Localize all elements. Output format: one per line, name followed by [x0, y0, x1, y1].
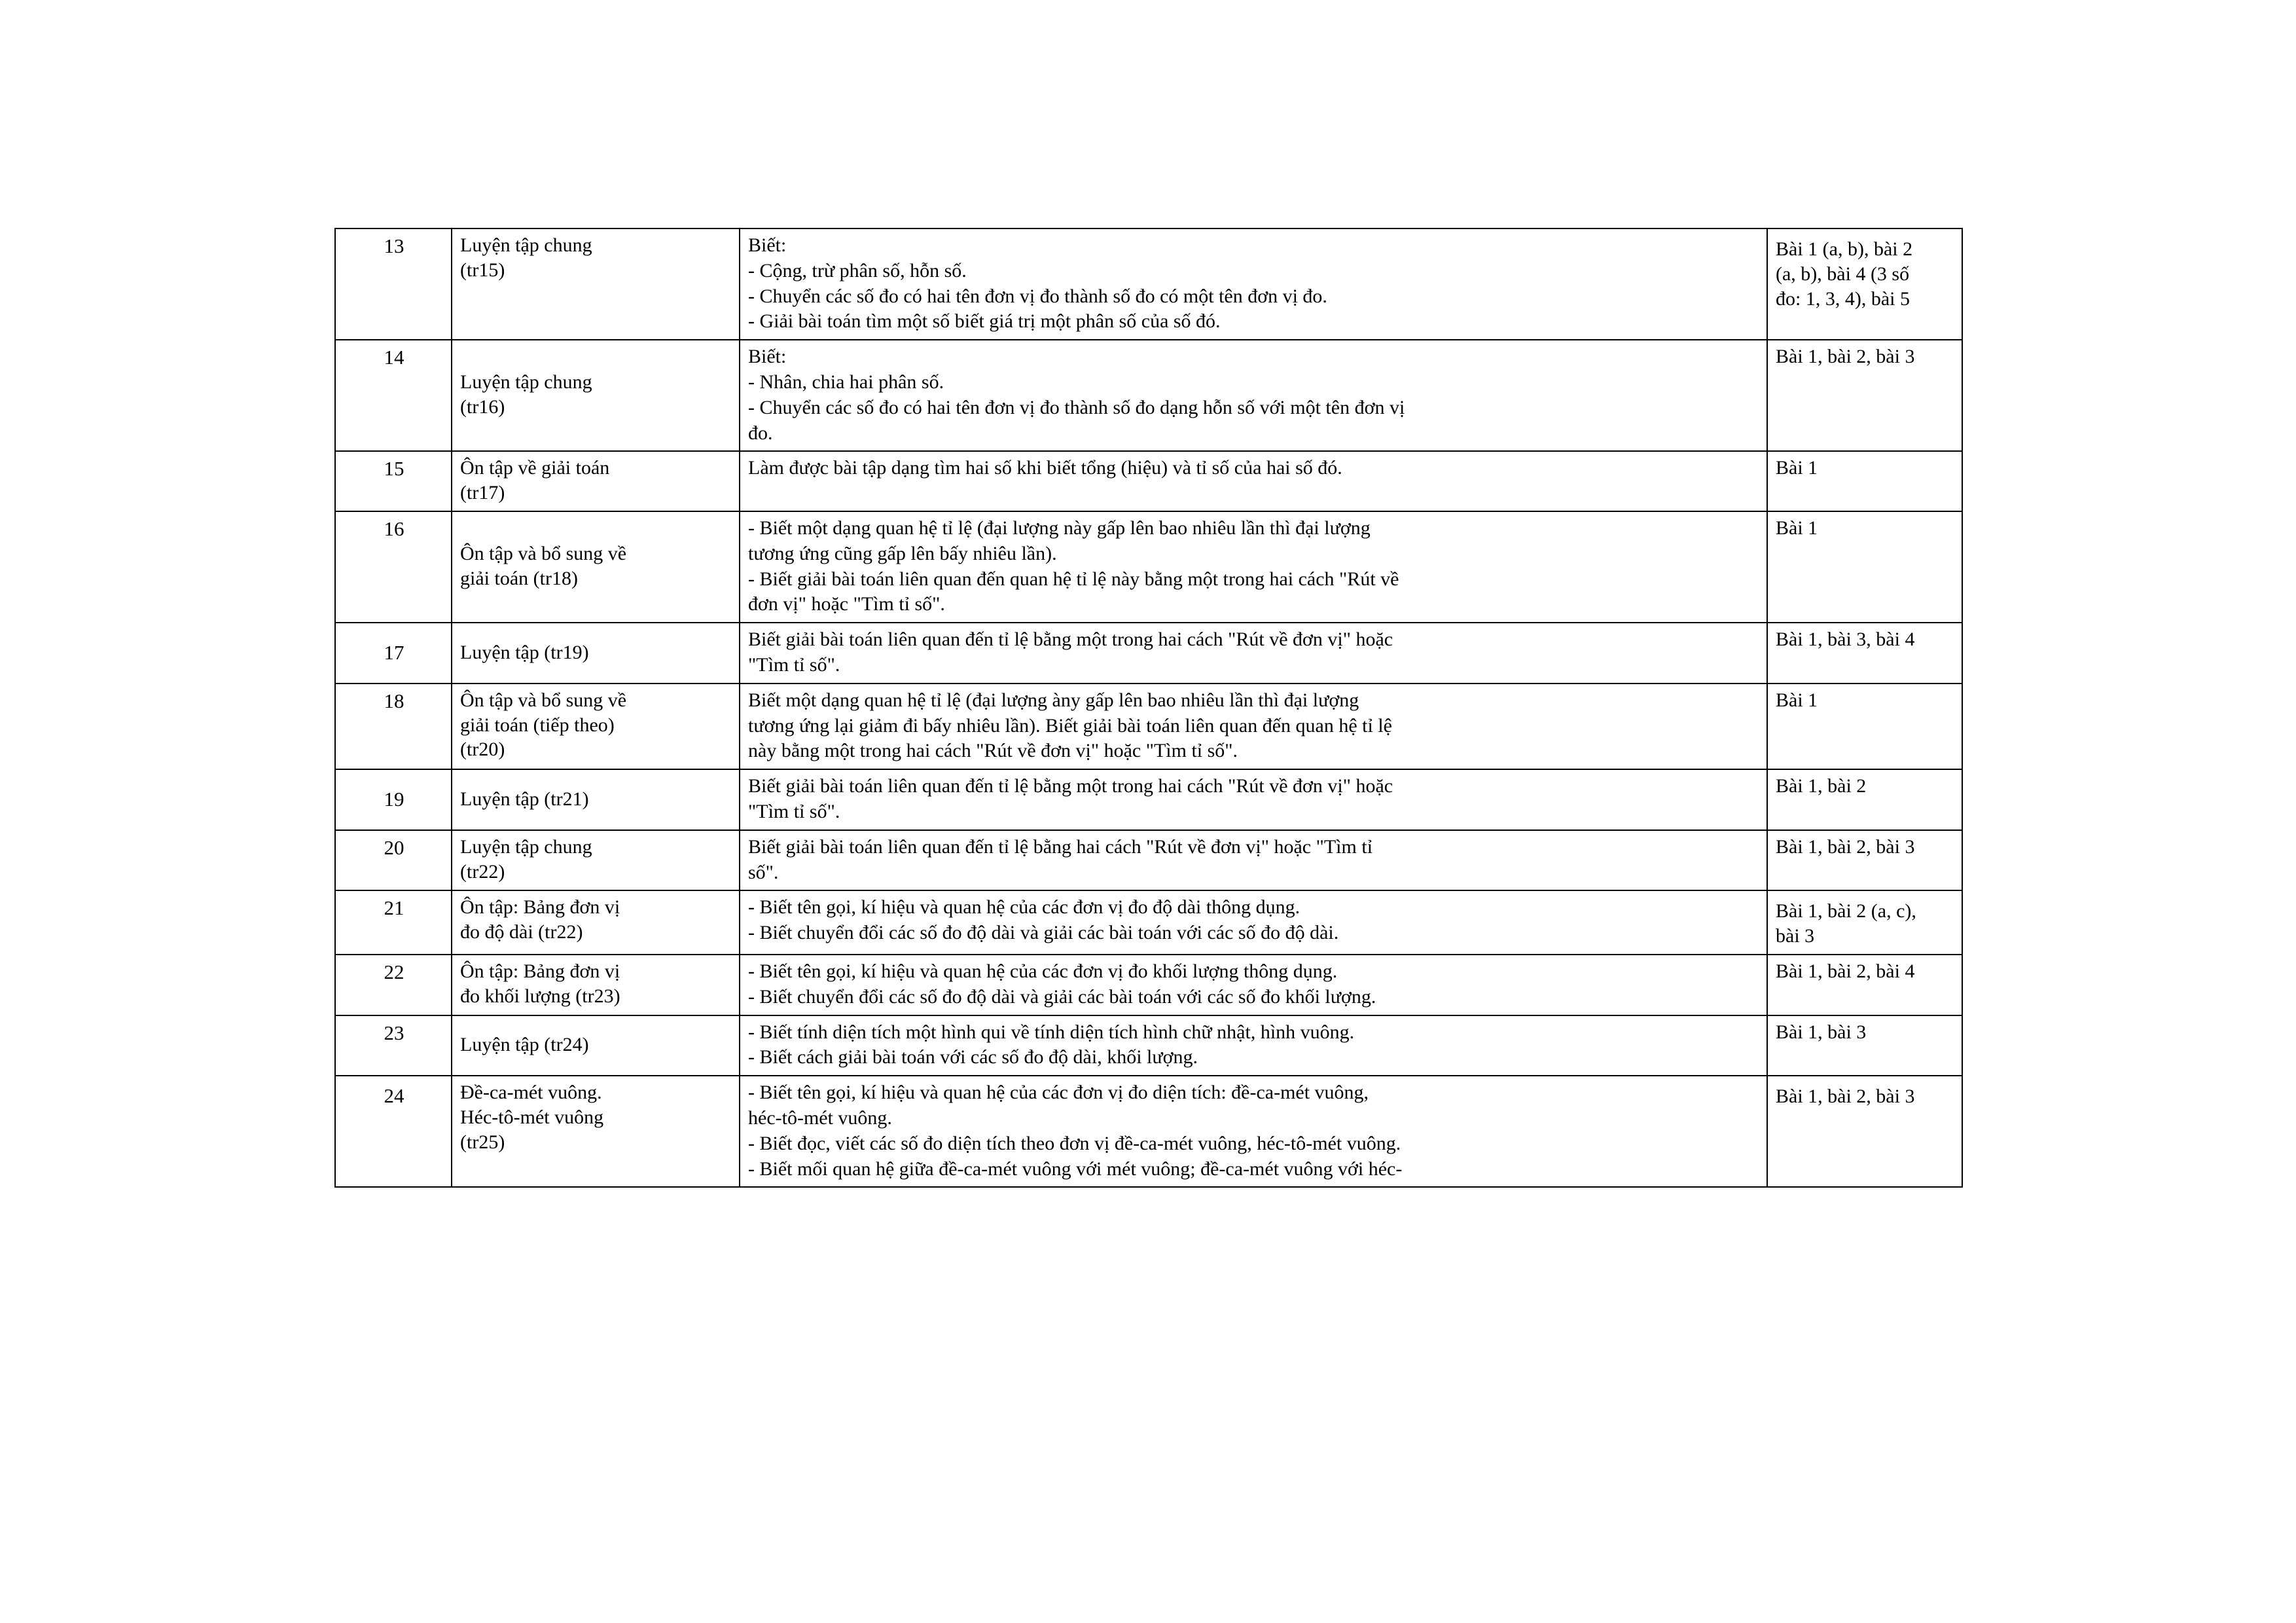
requirement-line: "Tìm tỉ số". — [748, 800, 840, 822]
requirement-line: - Biết cách giải bài toán với các số đo độ dài, khối lượng. — [748, 1046, 1198, 1068]
lesson-title-line: Đề-ca-mét vuông. — [460, 1082, 602, 1104]
lesson-number: 22 — [384, 960, 404, 983]
lesson-exercises-cell — [1767, 1076, 1962, 1187]
lesson-title-cell — [452, 228, 740, 340]
table-row — [335, 451, 1962, 511]
table-row — [335, 830, 1962, 891]
lesson-number-cell — [335, 769, 452, 830]
lesson-number-cell — [335, 890, 452, 955]
lesson-exercises-cell — [1767, 890, 1962, 955]
lesson-title-line: (tr22) — [460, 860, 505, 883]
requirement-line: số". — [748, 861, 779, 883]
lesson-title-cell — [452, 340, 740, 451]
lesson-title-line: (tr16) — [460, 396, 505, 418]
requirement-line: héc-tô-mét vuông. — [748, 1106, 892, 1129]
lesson-title-cell — [452, 451, 740, 511]
requirement-line: tương ứng cũng gấp lên bấy nhiêu lần). — [748, 542, 1057, 564]
exercise-line: đo: 1, 3, 4), bài 5 — [1776, 287, 1910, 310]
lesson-title-line: đo khối lượng (tr23) — [460, 985, 620, 1007]
table-row — [335, 684, 1962, 769]
lesson-requirements-cell — [740, 340, 1767, 451]
requirement-line: này bằng một trong hai cách "Rút về đơn vị" hoặc "Tìm tỉ số". — [748, 740, 1238, 762]
lesson-number: 13 — [384, 234, 404, 257]
table-row — [335, 1076, 1962, 1187]
lesson-number-cell — [335, 623, 452, 684]
table-row — [335, 228, 1962, 340]
table-row — [335, 1015, 1962, 1076]
lesson-exercises-cell — [1767, 451, 1962, 511]
exercise-line: Bài 1, bài 2 (a, c), — [1776, 900, 1916, 922]
lesson-number: 21 — [384, 896, 404, 920]
lesson-exercises-cell — [1767, 684, 1962, 769]
lesson-title-line: Héc-tô-mét vuông — [460, 1106, 604, 1128]
requirement-line: - Chuyển các số đo có hai tên đơn vị đo thành số đo có một tên đơn vị đo. — [748, 285, 1327, 307]
lesson-title-line: Ôn tập và bổ sung về — [460, 689, 627, 711]
lesson-exercises-cell — [1767, 955, 1962, 1015]
lesson-requirements-cell — [740, 955, 1767, 1015]
lesson-requirements-cell — [740, 769, 1767, 830]
table-row — [335, 769, 1962, 830]
requirement-line: - Biết chuyển đổi các số đo độ dài và giải các bài toán với các số đo độ dài. — [748, 922, 1339, 944]
lesson-exercises-cell — [1767, 340, 1962, 451]
lesson-title-cell — [452, 830, 740, 891]
lesson-number-cell — [335, 1015, 452, 1076]
requirement-line: - Biết chuyển đổi các số đo độ dài và giải các bài toán với các số đo khối lượng. — [748, 985, 1376, 1008]
requirement-line: - Biết tên gọi, kí hiệu và quan hệ của các đơn vị đo diện tích: đề-ca-mét vuông, — [748, 1082, 1369, 1104]
requirement-line: "Tìm tỉ số". — [748, 653, 840, 676]
requirement-line: Biết: — [748, 346, 787, 368]
lesson-number-cell — [335, 830, 452, 891]
lesson-requirements-cell — [740, 890, 1767, 955]
lesson-title-cell — [452, 623, 740, 684]
lesson-title-line: đo độ dài (tr22) — [460, 921, 583, 943]
exercise-line: Bài 1, bài 3 — [1776, 1021, 1867, 1043]
requirement-line: Biết giải bài toán liên quan đến tỉ lệ bằng hai cách "Rút về đơn vị" hoặc "Tìm tỉ — [748, 835, 1373, 858]
lesson-exercises-cell — [1767, 511, 1962, 623]
requirement-line: đơn vị" hoặc "Tìm tỉ số". — [748, 593, 945, 615]
lesson-requirements-cell — [740, 623, 1767, 684]
requirement-line: - Biết giải bài toán liên quan đến quan hệ tỉ lệ này bằng một trong hai cách "Rút về — [748, 568, 1399, 590]
lesson-number-cell — [335, 1076, 452, 1187]
lesson-title-line: (tr15) — [460, 259, 505, 281]
table-row — [335, 340, 1962, 451]
requirement-line: Biết một dạng quan hệ tỉ lệ (đại lượng àny gấp lên bao nhiêu lần thì đại lượng — [748, 689, 1359, 711]
lesson-title-cell — [452, 511, 740, 623]
exercise-line: Bài 1, bài 2, bài 4 — [1776, 960, 1915, 982]
lesson-plan-table — [334, 228, 1963, 1188]
exercise-line: (a, b), bài 4 (3 số — [1776, 263, 1910, 285]
lesson-title-line: Ôn tập: Bảng đơn vị — [460, 960, 620, 982]
table-row — [335, 955, 1962, 1015]
lesson-title-line: Luyện tập (tr24) — [460, 1033, 589, 1055]
lesson-requirements-cell — [740, 1076, 1767, 1187]
lesson-number: 19 — [384, 787, 404, 811]
lesson-number-cell — [335, 684, 452, 769]
requirement-line: đo. — [748, 422, 773, 444]
lesson-title-line: Luyện tập (tr21) — [460, 788, 589, 810]
lesson-number: 24 — [384, 1084, 404, 1108]
requirement-line: - Nhân, chia hai phân số. — [748, 371, 944, 393]
lesson-title-cell — [452, 955, 740, 1015]
lesson-number: 23 — [384, 1021, 404, 1044]
exercise-line: Bài 1 — [1776, 457, 1818, 479]
lesson-exercises-cell — [1767, 228, 1962, 340]
lesson-exercises-cell — [1767, 830, 1962, 891]
requirement-line: - Biết đọc, viết các số đo diện tích theo đơn vị đề-ca-mét vuông, héc-tô-mét vuông. — [748, 1132, 1401, 1154]
requirement-line: Biết giải bài toán liên quan đến tỉ lệ bằng một trong hai cách "Rút về đơn vị" hoặc — [748, 629, 1393, 651]
exercise-line: Bài 1 — [1776, 689, 1818, 711]
exercise-line: Bài 1 — [1776, 517, 1818, 539]
lesson-title-line: Luyện tập (tr19) — [460, 641, 589, 663]
lesson-title-cell — [452, 684, 740, 769]
lesson-plan-table-wrapper — [334, 228, 1962, 1188]
table-row — [335, 511, 1962, 623]
lesson-number-cell — [335, 511, 452, 623]
lesson-title-line: Ôn tập và bổ sung về — [460, 543, 627, 565]
requirement-line: - Biết tính diện tích một hình qui về tính diện tích hình chữ nhật, hình vuông. — [748, 1021, 1355, 1043]
lesson-requirements-cell — [740, 228, 1767, 340]
lesson-title-line: giải toán (tr18) — [460, 568, 578, 590]
exercise-line: Bài 1, bài 2, bài 3 — [1776, 1085, 1915, 1108]
requirement-line: - Biết tên gọi, kí hiệu và quan hệ của các đơn vị đo độ dài thông dụng. — [748, 896, 1300, 919]
lesson-title-cell — [452, 1015, 740, 1076]
exercise-line: Bài 1 (a, b), bài 2 — [1776, 238, 1913, 260]
lesson-requirements-cell — [740, 511, 1767, 623]
lesson-exercises-cell — [1767, 769, 1962, 830]
lesson-title-line: Luyện tập chung — [460, 371, 592, 393]
lesson-number: 14 — [384, 346, 404, 369]
requirement-line: - Biết một dạng quan hệ tỉ lệ (đại lượng này gấp lên bao nhiêu lần thì đại lượng — [748, 517, 1371, 539]
table-row — [335, 890, 1962, 955]
exercise-line: bài 3 — [1776, 925, 1815, 947]
lesson-title-line: Luyện tập chung — [460, 234, 592, 256]
lesson-title-cell — [452, 890, 740, 955]
lesson-title-line: Ôn tập: Bảng đơn vị — [460, 896, 620, 919]
lesson-title-line: (tr17) — [460, 482, 505, 504]
lesson-plan-table-body — [335, 228, 1962, 1187]
lesson-title-line: (tr20) — [460, 739, 505, 761]
requirement-line: - Biết tên gọi, kí hiệu và quan hệ của các đơn vị đo khối lượng thông dụng. — [748, 960, 1338, 982]
lesson-number-cell — [335, 228, 452, 340]
lesson-title-cell — [452, 1076, 740, 1187]
lesson-requirements-cell — [740, 684, 1767, 769]
requirement-line: Biết giải bài toán liên quan đến tỉ lệ bằng một trong hai cách "Rút về đơn vị" hoặc — [748, 775, 1393, 797]
exercise-line: Bài 1, bài 2 — [1776, 775, 1867, 797]
lesson-exercises-cell — [1767, 623, 1962, 684]
lesson-title-line: Ôn tập về giải toán — [460, 457, 610, 479]
table-row — [335, 623, 1962, 684]
lesson-requirements-cell — [740, 451, 1767, 511]
exercise-line: Bài 1, bài 3, bài 4 — [1776, 629, 1915, 651]
lesson-number-cell — [335, 955, 452, 1015]
lesson-title-line: (tr25) — [460, 1131, 505, 1153]
requirement-line: - Giải bài toán tìm một số biết giá trị một phân số của số đó. — [748, 310, 1221, 333]
requirement-line: - Cộng, trừ phân số, hỗn số. — [748, 259, 967, 282]
lesson-number: 20 — [384, 835, 404, 859]
lesson-number-cell — [335, 451, 452, 511]
lesson-number: 16 — [384, 517, 404, 540]
lesson-number: 18 — [384, 689, 404, 712]
lesson-number: 15 — [384, 457, 404, 481]
lesson-requirements-cell — [740, 1015, 1767, 1076]
requirement-line: Làm được bài tập dạng tìm hai số khi biết tổng (hiệu) và tỉ số của hai số đó. — [748, 457, 1342, 479]
lesson-requirements-cell — [740, 830, 1767, 891]
requirement-line: - Chuyển các số đo có hai tên đơn vị đo thành số đo dạng hỗn số với một tên đơn vị — [748, 396, 1405, 418]
lesson-number-cell — [335, 340, 452, 451]
requirement-line: tương ứng lại giảm đi bấy nhiêu lần). Biết giải bài toán liên quan đến quan hệ tỉ lệ — [748, 714, 1392, 737]
exercise-line: Bài 1, bài 2, bài 3 — [1776, 835, 1915, 858]
lesson-number: 17 — [384, 640, 404, 664]
lesson-title-line: giải toán (tiếp theo) — [460, 714, 615, 736]
exercise-line: Bài 1, bài 2, bài 3 — [1776, 346, 1915, 368]
requirement-line: Biết: — [748, 234, 787, 256]
lesson-title-line: Luyện tập chung — [460, 835, 592, 858]
lesson-exercises-cell — [1767, 1015, 1962, 1076]
requirement-line: - Biết mối quan hệ giữa đề-ca-mét vuông với mét vuông; đề-ca-mét vuông với héc- — [748, 1158, 1403, 1180]
lesson-title-cell — [452, 769, 740, 830]
